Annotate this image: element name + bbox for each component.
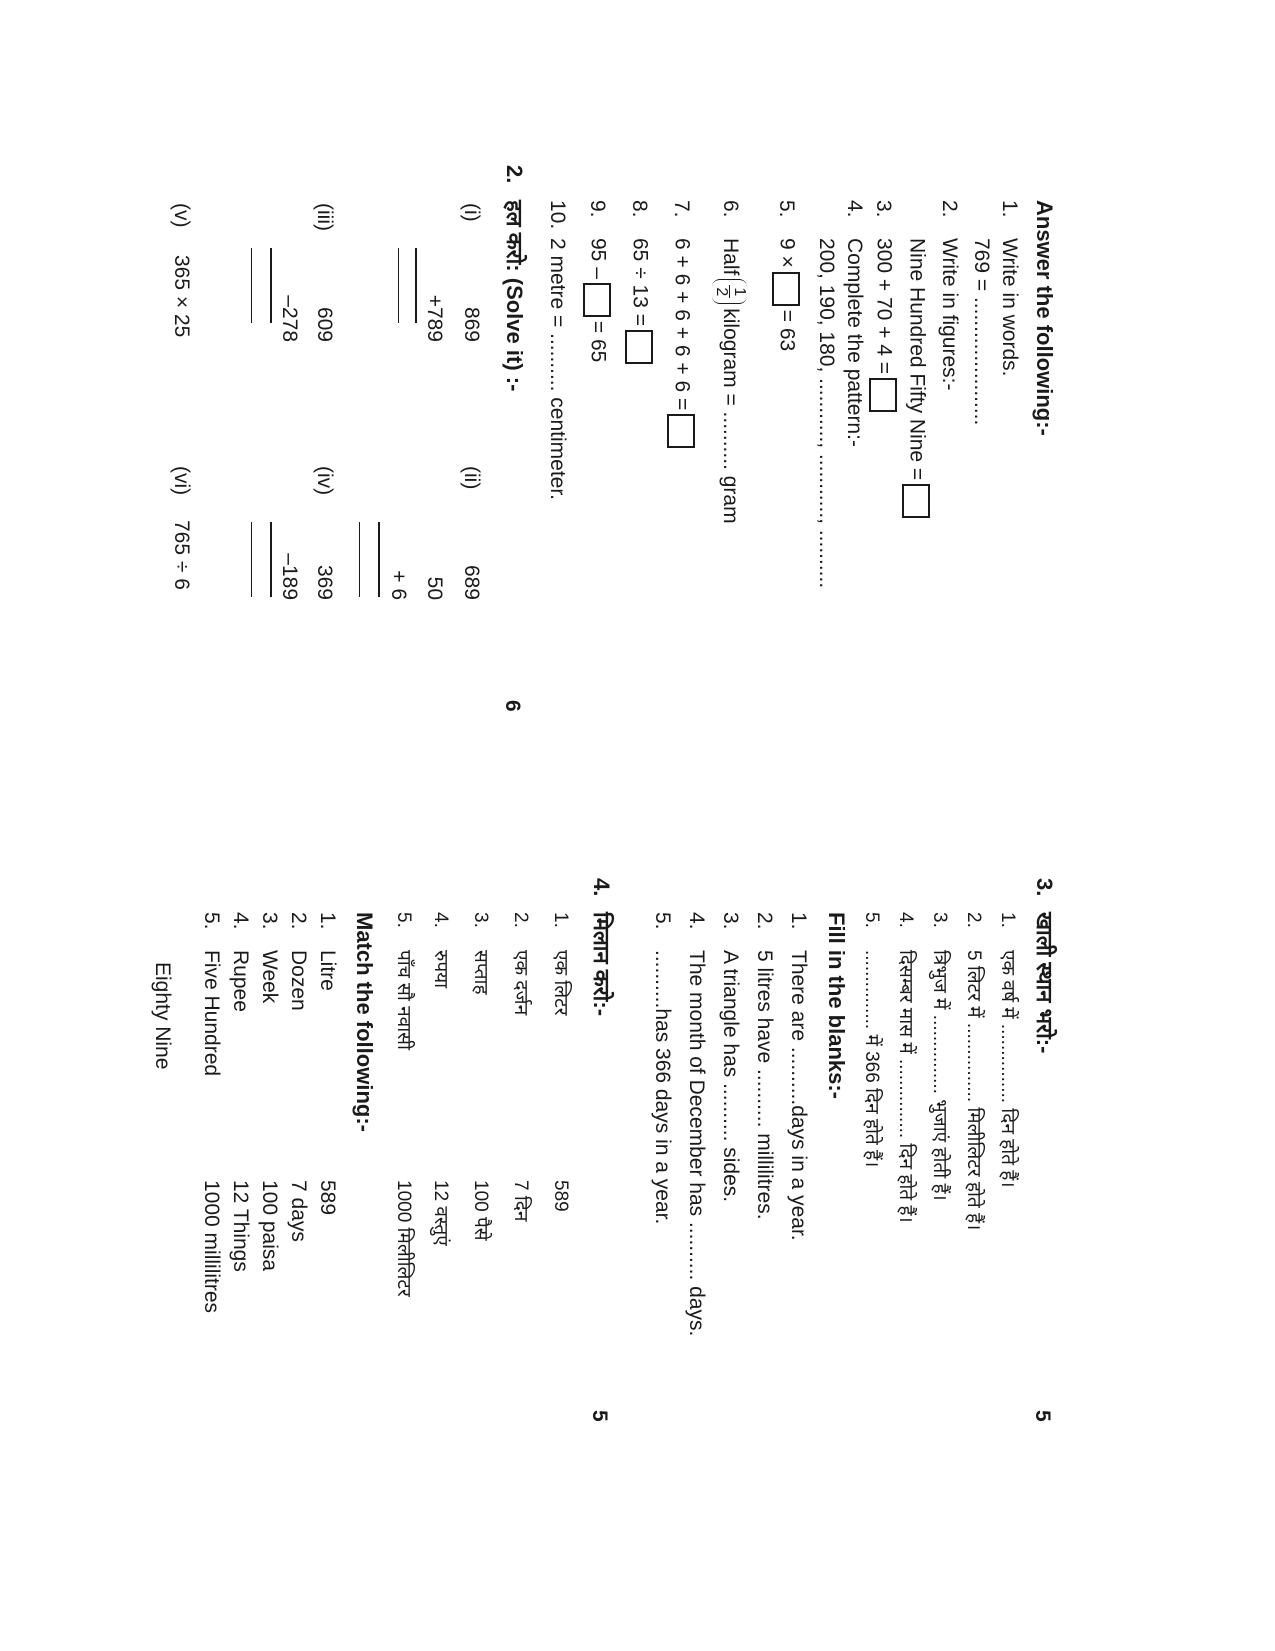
item-number: 4. xyxy=(895,912,916,928)
item-text: The month of December has .......... days. xyxy=(685,950,708,1337)
q10-number: 10. xyxy=(546,200,569,230)
q5-pre: 9 × xyxy=(775,238,799,268)
q9 xyxy=(583,200,611,362)
q8 xyxy=(625,200,653,368)
problem-v-expr: 365 × 25 xyxy=(170,255,193,338)
q8-number: 8. xyxy=(628,200,652,218)
problem-ii-label: (ii) xyxy=(460,466,483,490)
item-text: दिसम्बर मास में ............... दिन होते हैं। xyxy=(895,950,916,1223)
match-left: Litre xyxy=(316,950,339,991)
q2-number: 2. xyxy=(938,200,961,218)
match-left: रुपया xyxy=(430,950,451,989)
english-fill-3 xyxy=(720,912,741,1202)
q3-number: 3. xyxy=(872,200,896,218)
problem-iii-line1: 609 xyxy=(313,306,336,342)
hindi-match-4-right: 12 वस्तुएं xyxy=(430,1180,451,1246)
q4-pattern: 200, 190, 180, ..........., ..........., .......... xyxy=(815,238,838,589)
q6-pre: Half xyxy=(719,238,743,276)
problem-vi-label: (vi) xyxy=(170,466,193,496)
item-text: ..........has 366 days in a year. xyxy=(651,950,674,1225)
section4-number: 4. xyxy=(589,878,614,897)
problem-v-label: (v) xyxy=(170,203,193,228)
item-number: 3. xyxy=(719,912,742,930)
item-number: 1. xyxy=(550,912,571,928)
q6-number: 6. xyxy=(719,200,743,218)
problem-i-line1: 869 xyxy=(460,306,483,342)
match-left: सप्ताह xyxy=(470,950,491,995)
q2-answer xyxy=(902,238,930,522)
problem-ii-line1: 689 xyxy=(460,564,483,600)
item-number: 1. xyxy=(787,912,810,930)
problem-iv-line1: 369 xyxy=(313,564,336,600)
q4 xyxy=(844,200,865,447)
answer-box[interactable] xyxy=(869,378,897,412)
item-number: 5. xyxy=(393,912,414,928)
match-left: एक लिटर xyxy=(550,950,571,1016)
problem-i-line2: +789 xyxy=(423,294,446,342)
q6-post: kilogram = .......... gram xyxy=(719,308,743,524)
hindi-match-2 xyxy=(511,912,530,1015)
q7 xyxy=(667,200,695,452)
answer-box[interactable] xyxy=(902,484,930,518)
hindi-match-5 xyxy=(394,912,413,1050)
english-match-3 xyxy=(259,912,280,1003)
english-fill-1 xyxy=(788,912,809,1241)
answer-box[interactable] xyxy=(625,330,653,364)
problem-ii-line2: 50 xyxy=(423,576,446,600)
hindi-match-5-right: 1000 मिलीलिटर xyxy=(393,1180,414,1297)
q9-post: = 65 xyxy=(586,320,610,363)
q1-number: 1. xyxy=(998,200,1021,218)
match-left: एक दर्जन xyxy=(510,950,531,1016)
hindi-fill-2 xyxy=(964,912,983,1230)
fraction-denominator: 2 xyxy=(713,287,731,297)
fraction-numerator: 1 xyxy=(731,287,748,297)
item-number: 1. xyxy=(997,912,1018,928)
item-number: 2. xyxy=(287,912,310,930)
q2-text: Write in figures:- xyxy=(938,238,961,391)
item-text: 5 litres have .......... millilitres. xyxy=(753,950,776,1220)
english-match-2 xyxy=(288,912,309,1011)
q1-answer-line: 769 = ...................... xyxy=(970,238,993,426)
english-match-5 xyxy=(201,912,222,1076)
problem-iii-line2: –278 xyxy=(278,295,301,342)
english-match-5-right: 1000 millilitres xyxy=(200,1180,223,1314)
section3-marks: 5 xyxy=(1031,1410,1054,1422)
q2 xyxy=(939,200,960,391)
q5 xyxy=(772,200,800,351)
q1-text: Write in words. xyxy=(998,238,1021,377)
section2-marks: 6 xyxy=(501,700,524,712)
answer-rule-bottom xyxy=(398,248,399,323)
section3-number: 3. xyxy=(1032,878,1057,897)
problem-iv-label: (iv) xyxy=(313,466,336,496)
hindi-match-2-right: 7 दिन xyxy=(510,1180,531,1222)
half-fraction xyxy=(712,279,747,304)
q10-text: 2 metre = .......... centimeter. xyxy=(546,238,569,501)
item-number: 3. xyxy=(929,912,950,928)
problem-vi-expr: 765 ÷ 6 xyxy=(170,520,193,590)
answer-rule-top xyxy=(378,522,380,597)
q4-text: Complete the pattern:- xyxy=(843,238,866,447)
match-left: Dozen xyxy=(287,950,310,1011)
match-left: Week xyxy=(258,950,281,1004)
answer-box[interactable] xyxy=(772,272,800,306)
answer-rule-top xyxy=(270,522,272,597)
item-text: एक वर्ष में ............... दिन होते हैं। xyxy=(997,950,1018,1188)
item-number: 5. xyxy=(861,912,882,928)
item-number: 5. xyxy=(200,912,223,930)
item-number: 4. xyxy=(430,912,451,928)
q3 xyxy=(869,200,897,416)
section4-heading: मिलान करो:- xyxy=(589,912,614,1017)
q5-post: = 63 xyxy=(775,309,799,352)
english-fill-4 xyxy=(686,912,707,1336)
english-fill-5 xyxy=(652,912,673,1224)
answer-rule-bottom xyxy=(251,522,252,597)
problem-ii-line3: + 6 xyxy=(387,570,410,600)
q9-number: 9. xyxy=(586,200,610,218)
q6 xyxy=(712,200,747,524)
answer-box[interactable] xyxy=(583,283,611,317)
section1-heading: Answer the following:- xyxy=(1032,200,1057,436)
section4-marks: 5 xyxy=(588,1410,611,1422)
english-match-1-right: 589 xyxy=(316,1180,339,1216)
fill-blanks-heading: Fill in the blanks:- xyxy=(824,912,849,1100)
hindi-match-1 xyxy=(551,912,570,1016)
item-number: 1. xyxy=(316,912,339,930)
answer-rule-top xyxy=(270,248,272,323)
english-match-2-right: 7 days xyxy=(287,1180,310,1242)
item-number: 5. xyxy=(651,912,674,930)
hindi-match-1-right: 589 xyxy=(550,1180,571,1212)
answer-rule-top xyxy=(415,248,417,323)
hindi-match-4 xyxy=(431,912,450,988)
item-text: त्रिभुज में ............... भुजाएं होती हैं। xyxy=(929,950,950,1201)
item-number: 4. xyxy=(229,912,252,930)
item-text: There are ..........days in a year. xyxy=(787,950,810,1241)
q4-number: 4. xyxy=(843,200,866,218)
item-text: A triangle has .......... sides. xyxy=(719,950,742,1203)
item-number: 2. xyxy=(753,912,776,930)
q10 xyxy=(547,200,568,500)
english-match-5-continued: Eighty Nine xyxy=(151,962,174,1070)
hindi-fill-3 xyxy=(930,912,949,1201)
problem-iv-line2: –189 xyxy=(278,553,301,600)
item-text: ............... में 366 दिन होते हैं। xyxy=(861,950,882,1168)
english-match-4 xyxy=(230,912,251,1012)
answer-box[interactable] xyxy=(667,414,695,448)
answer-rule-bottom xyxy=(359,522,360,597)
english-match-3-right: 100 paisa xyxy=(258,1180,281,1272)
english-fill-2 xyxy=(754,912,775,1220)
item-number: 3. xyxy=(258,912,281,930)
item-text: 5 लिटर में ............... मिलीलिटर होते हैं। xyxy=(963,950,984,1231)
item-number: 2. xyxy=(510,912,531,928)
match-left: पाँच सौ नवासी xyxy=(393,950,414,1050)
match-heading: Match the following:- xyxy=(352,912,377,1132)
section2-heading: हल करो: (Solve it) :- xyxy=(502,200,527,392)
section3-heading: खाली स्थान भरो:- xyxy=(1032,912,1057,1054)
q8-expr: 65 ÷ 13 = xyxy=(628,238,652,327)
hindi-fill-5 xyxy=(862,912,881,1167)
hindi-match-3 xyxy=(471,912,490,995)
q9-pre: 95 – xyxy=(586,238,610,279)
q7-expr: 6 + 6 + 6 + 6 + 6 = xyxy=(670,238,694,411)
match-left: Five Hundred xyxy=(200,950,223,1077)
hindi-match-3-right: 100 पैसे xyxy=(470,1180,491,1241)
q7-number: 7. xyxy=(670,200,694,218)
q2-prompt: Nine Hundred Fifty Nine = xyxy=(905,238,929,481)
english-match-1 xyxy=(317,912,338,991)
hindi-fill-1 xyxy=(998,912,1017,1188)
answer-rule-bottom xyxy=(251,248,252,323)
section2-number: 2. xyxy=(502,165,527,184)
item-number: 2. xyxy=(963,912,984,928)
problem-iii-label: (iii) xyxy=(313,203,336,231)
item-number: 4. xyxy=(685,912,708,930)
match-left: Rupee xyxy=(229,950,252,1012)
problem-i-label: (i) xyxy=(460,203,483,222)
q5-number: 5. xyxy=(775,200,799,218)
item-number: 3. xyxy=(470,912,491,928)
q3-expr: 300 + 70 + 4 = xyxy=(872,238,896,375)
hindi-fill-4 xyxy=(896,912,915,1223)
q1 xyxy=(999,200,1020,376)
english-match-4-right: 12 Things xyxy=(229,1180,252,1272)
